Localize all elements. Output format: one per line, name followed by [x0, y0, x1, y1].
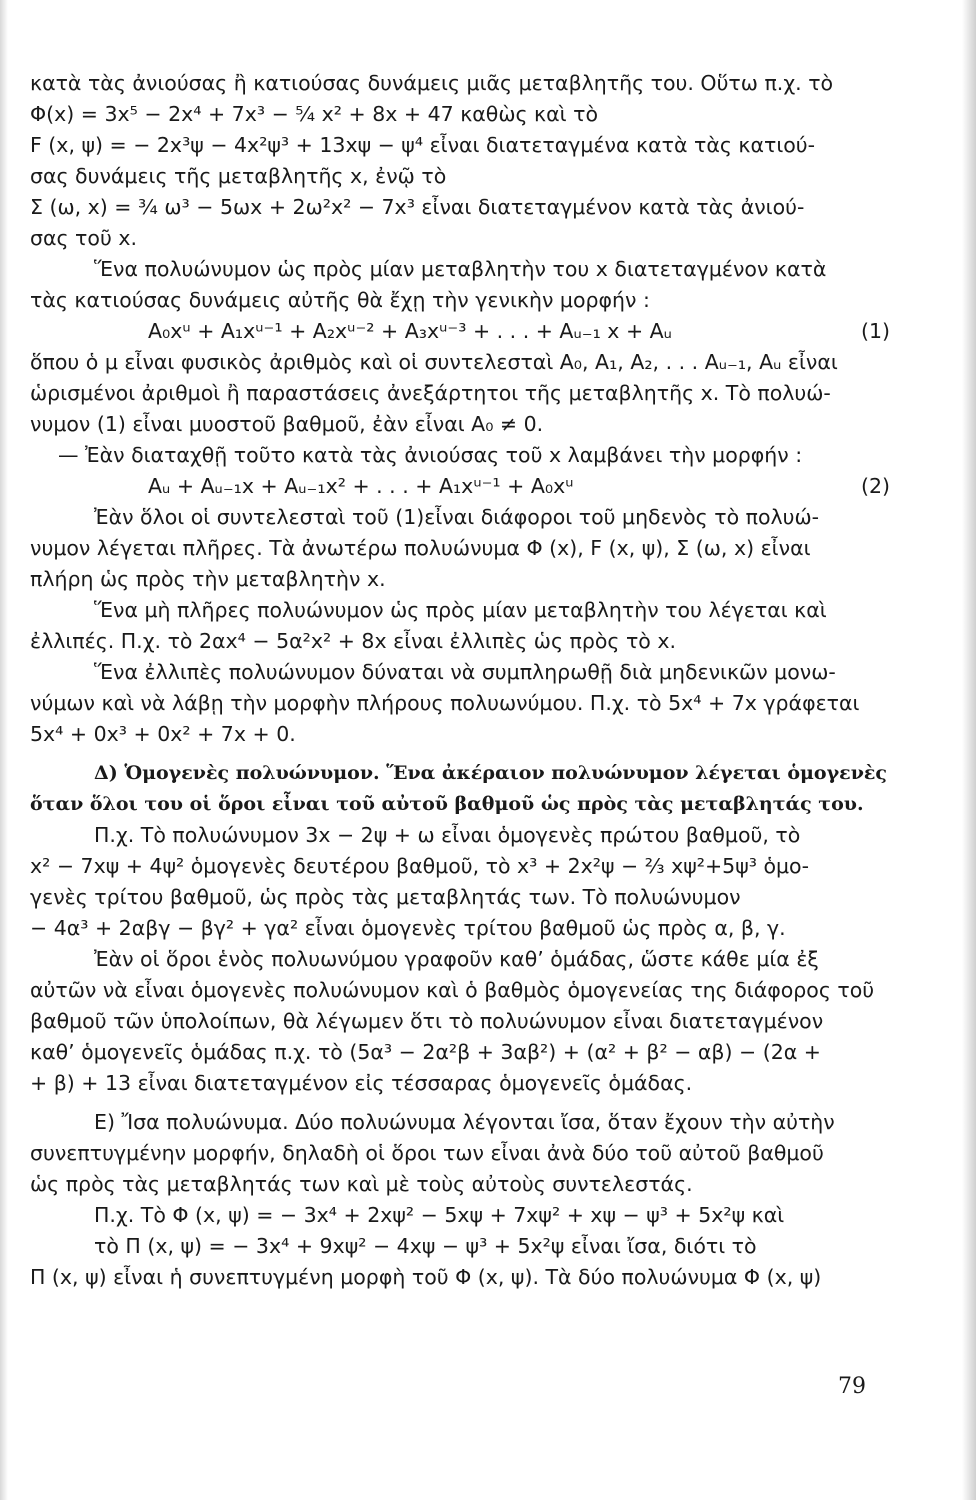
formula-line: x² − 7xψ + 4ψ² ὁμογενὲς δευτέρου βαθμοῦ, τὸ x³ + 2x²ψ − ²⁄₃ xψ²+5ψ³ ὁμο- — [30, 854, 809, 878]
text-line: συνεπτυγμένην μορφήν, δηλαδὴ οἱ ὅροι των εἶναι ἀνὰ δύο τοῦ αὐτοῦ βαθμοῦ — [30, 1141, 824, 1165]
text-line: σας δυνάμεις τῆς μεταβλητῆς x, ἐνῷ τὸ — [30, 164, 447, 188]
text-line: νύμων καὶ νὰ λάβῃ τὴν μορφὴν πλήρους πολυωνύμου. Π.χ. τὸ 5x⁴ + 7x γράφεται — [30, 691, 860, 715]
formula-line: τὸ Π (x, ψ) = − 3x⁴ + 9xψ² − 4xψ − ψ³ + 5x²ψ εἶναι ἴσα, διότι τὸ — [94, 1234, 757, 1258]
formula-line: Φ(x) = 3x⁵ − 2x⁴ + 7x³ − ⁵⁄₄ x² + 8x + 47 καθὼς καὶ τὸ — [30, 102, 598, 126]
equation-2-number: (2) — [860, 474, 890, 498]
equation-2 — [30, 471, 890, 502]
text-line: νυμον (1) εἶναι μυοστοῦ βαθμοῦ, ἐὰν εἶναι A₀ ≠ 0. — [30, 412, 544, 436]
page-edge-shadow-right — [962, 0, 976, 1500]
text-line: αὐτῶν νὰ εἶναι ὁμογενὲς πολυώνυμον καὶ ὁ βαθμὸς ὁμογενείας της διάφορος τοῦ — [30, 978, 875, 1002]
text-line: ἐλλιπές. Π.χ. τὸ 2αx⁴ − 5α²x² + 8x εἶναι ἐλλιπὲς ὡς πρὸς τὸ x. — [30, 629, 677, 653]
text-line: καθ’ ὁμογενεῖς ὁμάδας π.χ. τὸ (5α³ − 2α²β + 3αβ²) + (α² + β² − αβ) − (2α + — [30, 1040, 821, 1064]
text-line: F (x, ψ) = − 2x³ψ − 4x²ψ³ + 13xψ − ψ⁴ εἶναι διατεταγμένα κατὰ τὰς κατιού- — [30, 133, 816, 157]
equation-1-body: A₀xᵘ + A₁xᵘ⁻¹ + A₂xᵘ⁻² + A₃xᵘ⁻³ + . . . + Aᵤ₋₁ x + Aᵤ — [148, 319, 672, 343]
text-line: Π (x, ψ) εἶναι ἡ συνεπτυγμένη μορφὴ τοῦ Φ (x, ψ). Τὰ δύο πολυώνυμα Φ (x, ψ) — [30, 1265, 822, 1289]
text-line: νυμον λέγεται πλῆρες. Τὰ ἀνωτέρω πολυώνυμα Φ (x), F (x, ψ), Σ (ω, x) εἶναι — [30, 536, 811, 560]
text-line: ὅπου ὁ μ εἶναι φυσικὸς ἀριθμὸς καὶ οἱ συντελεσταὶ A₀, A₁, A₂, . . . Aᵤ₋₁, Aᵤ εἶναι — [30, 350, 838, 374]
text-line: ὡς πρὸς τὰς μεταβλητάς των καὶ μὲ τοὺς αὐτοὺς συντελεστάς. — [30, 1172, 693, 1196]
text-line: Π.χ. Τὸ πολυώνυμον 3x − 2ψ + ω εἶναι ὁμογενὲς πρώτου βαθμοῦ, τὸ — [94, 823, 801, 847]
text-line: πλήρη ὡς πρὸς τὴν μεταβλητὴν x. — [30, 567, 386, 591]
text-line: Ἕνα ἐλλιπὲς πολυώνυμον δύναται νὰ συμπληρωθῇ διὰ μηδενικῶν μονω- — [94, 660, 836, 684]
page-body — [30, 68, 890, 1293]
text-line: ὅταν ὅλοι του οἱ ὅροι εἶναι τοῦ αὐτοῦ βαθμοῦ ὡς πρὸς τὰς μεταβλητάς του. — [30, 793, 864, 815]
section-heading-homogeneous: Δ) Ὁμογενὲς πολυώνυμον. Ἕνα ἀκέραιον πολυώνυμον λέγεται ὁμογενὲς — [94, 762, 887, 784]
page-edge-shadow-left — [0, 0, 8, 1500]
equation-2-body: Aᵤ + Aᵤ₋₁x + Aᵤ₋₁x² + . . . + A₁xᵘ⁻¹ + A₀xᵘ — [148, 474, 574, 498]
text-line: — Ἐὰν διαταχθῇ τοῦτο κατὰ τὰς ἀνιούσας τοῦ x λαμβάνει τὴν μορφήν : — [58, 443, 803, 467]
text-line: Ἕνα πολυώνυμον ὡς πρὸς μίαν μεταβλητὴν του x διατεταγμένον κατὰ — [94, 257, 827, 281]
text-line: Ἐὰν οἱ ὅροι ἑνὸς πολυωνύμου γραφοῦν καθ’ ὁμάδας, ὥστε κάθε μία ἐξ — [94, 947, 819, 971]
equation-1 — [30, 316, 890, 347]
text-line: 5x⁴ + 0x³ + 0x² + 7x + 0. — [30, 722, 296, 746]
formula-line: Π.χ. Τὸ Φ (x, ψ) = − 3x⁴ + 2xψ² − 5xψ + 7xψ² + xψ − ψ³ + 5x²ψ καὶ — [94, 1203, 785, 1227]
text-line: τὰς κατιούσας δυνάμεις αὐτῆς θὰ ἔχῃ τὴν γενικὴν μορφήν : — [30, 288, 650, 312]
text-line: Ἐὰν ὅλοι οἱ συντελεσταὶ τοῦ (1)εἶναι διάφοροι τοῦ μηδενὸς τὸ πολυώ- — [94, 505, 820, 529]
text-line: σας τοῦ x. — [30, 226, 137, 250]
text-line: γενὲς τρίτου βαθμοῦ, ὡς πρὸς τὰς μεταβλητάς των. Τὸ πολυώνυμον — [30, 885, 741, 909]
text-line: Ἕνα μὴ πλῆρες πολυώνυμον ὡς πρὸς μίαν μεταβλητὴν του λέγεται καὶ — [94, 598, 827, 622]
text-line: + β) + 13 εἶναι διατεταγμένον εἰς τέσσαρας ὁμογενεῖς ὁμάδας. — [30, 1071, 693, 1095]
text-line: ὡρισμένοι ἀριθμοὶ ἢ παραστάσεις ἀνεξάρτητοι τῆς μεταβλητῆς x. Τὸ πολυώ- — [30, 381, 831, 405]
text-line: βαθμοῦ τῶν ὑπολοίπων, θὰ λέγωμεν ὅτι τὸ πολυώνυμον εἶναι διατεταγμένον — [30, 1009, 824, 1033]
equation-1-number: (1) — [860, 319, 890, 343]
text-line: Σ (ω, x) = ³⁄₄ ω³ − 5ωx + 2ω²x² − 7x³ εἶναι διατεταγμένον κατὰ τὰς ἀνιού- — [30, 195, 805, 219]
section-heading-equal-polynomials: Ε) Ἴσα πολυώνυμα. Δύο πολυώνυμα λέγονται ἴσα, ὅταν ἔχουν τὴν αὐτὴν — [94, 1110, 835, 1134]
page-number: 79 — [838, 1374, 866, 1399]
text-line: − 4α³ + 2αβγ − βγ² + γα² εἶναι ὁμογενὲς τρίτου βαθμοῦ ὡς πρὸς α, β, γ. — [30, 916, 786, 940]
text-line: κατὰ τὰς ἀνιούσας ἢ κατιούσας δυνάμεις μιᾶς μεταβλητῆς του. Οὕτω π.χ. τὸ — [30, 71, 834, 95]
